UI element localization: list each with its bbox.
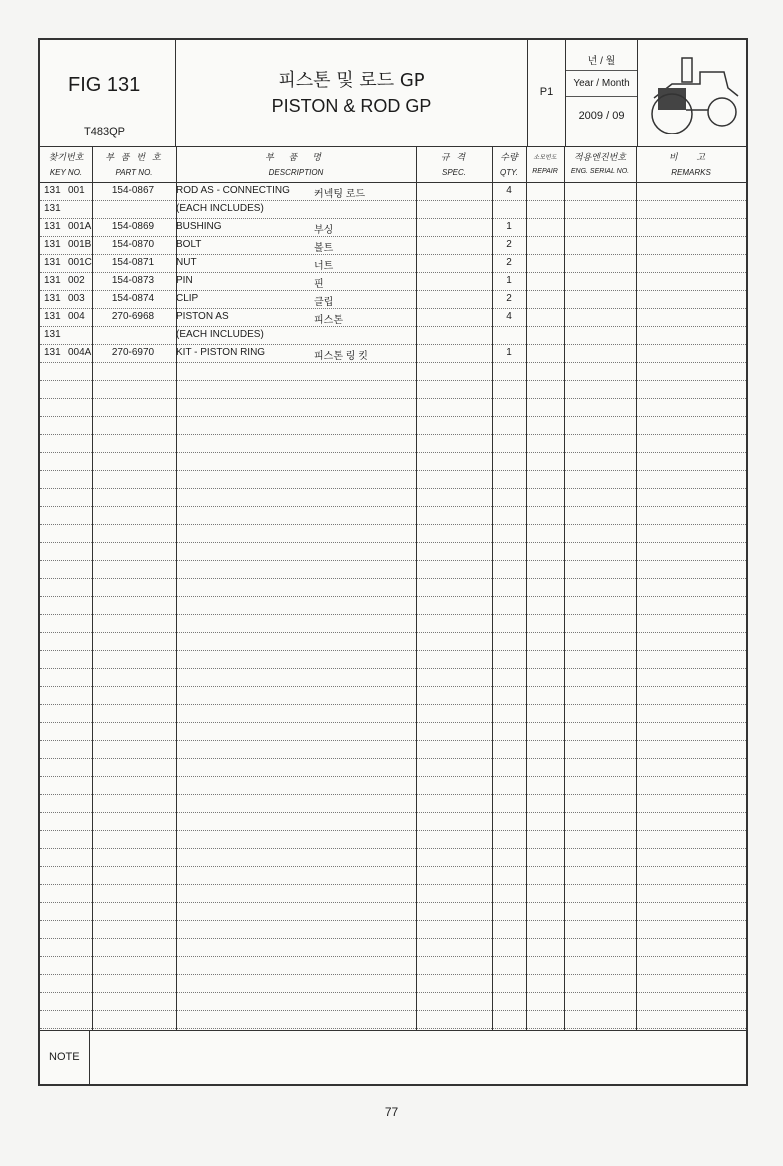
part-number-cell: 270-6970 [111,347,155,358]
table-row [40,254,746,272]
grid-line [40,686,746,687]
grid-line [40,452,746,453]
part-number-cell: 154-0874 [111,293,155,304]
page-id-cell [528,40,566,146]
table-row [40,218,746,236]
quantity-cell: 1 [506,221,512,232]
quantity-cell: 2 [506,239,512,250]
quantity-cell: 1 [506,275,512,286]
fig-number-cell: 131 [44,257,61,268]
description-korean-cell: 피스톤 [314,315,343,326]
grid-line [40,650,746,651]
grid-line [40,398,746,399]
description-korean-cell: 너트 [314,261,334,272]
key-number-cell: 001B [68,239,92,250]
table-row [40,236,746,254]
description-korean-cell: 피스톤 링 킷 [314,351,368,362]
grid-line [40,362,746,363]
grid-line [40,722,746,723]
description-cell: BOLT [176,239,202,250]
fig-number-cell: 131 [44,203,61,214]
col-remarks: 비 고 REMARKS [668,153,714,177]
quantity-cell: 1 [506,347,512,358]
key-number-cell: 001A [68,221,92,232]
year-month-english: Year / Month [573,78,630,89]
title-korean: 피스톤 및 로드 GP [278,70,425,91]
grid-line [40,416,746,417]
part-number-cell: 154-0869 [111,221,155,232]
fig-number-cell: 131 [44,239,61,250]
grid-line [40,614,746,615]
key-number-cell: 001 [68,185,85,196]
page-number: 77 [384,1105,399,1119]
table-row [40,182,746,200]
grid-line [40,668,746,669]
grid-line [40,884,746,885]
title-cell [176,40,528,146]
fig-number: FIG 131 [68,74,141,96]
grid-line [40,812,746,813]
fig-cell [40,40,176,146]
page-id: P1 [539,86,554,98]
grid-line [40,776,746,777]
description-cell: CLIP [176,293,199,304]
description-korean-cell: 클립 [314,297,334,308]
table-row [40,200,746,218]
part-number-cell: 154-0871 [111,257,155,268]
fig-number-cell: 131 [44,275,61,286]
grid-line [40,830,746,831]
grid-line [40,920,746,921]
table-row [40,272,746,290]
grid-line [40,632,746,633]
description-cell: (EACH INCLUDES) [176,329,264,340]
description-cell: ROD AS - CONNECTING [176,185,290,196]
description-korean-cell: 커넥팅 로드 [314,189,366,200]
date-cell [566,40,638,146]
note-section [40,1030,746,1085]
key-number-cell: 004 [68,311,85,322]
grid-line [40,596,746,597]
fig-number-cell: 131 [44,185,61,196]
tractor-cell [638,40,746,146]
description-korean-cell: 부싱 [314,225,334,236]
grid-line [40,794,746,795]
grid-line [40,902,746,903]
note-label-cell [40,1031,90,1085]
col-repair: 소모빈도 REPAIR [532,154,558,175]
grid-line [40,506,746,507]
grid-line [40,488,746,489]
part-number-cell: 154-0870 [111,239,155,250]
description-cell: BUSHING [176,221,222,232]
col-serial: 적용엔진번호 ENG. SERIAL NO. [570,153,630,175]
year-month-korean: 년 / 월 [587,56,616,67]
tractor-icon [642,54,742,134]
description-cell: PIN [176,275,193,286]
table-row [40,326,746,344]
grid-line [40,1010,746,1011]
table-row [40,344,746,362]
grid-line [40,848,746,849]
description-cell: PISTON AS [176,311,229,322]
note-label: NOTE [49,1051,80,1063]
grid-line [40,956,746,957]
grid-line [40,1028,746,1029]
column-header-row [40,146,746,183]
fig-number-cell: 131 [44,221,61,232]
table-row [40,308,746,326]
description-cell: KIT - PISTON RING [176,347,266,358]
grid-line [40,704,746,705]
fig-number-cell: 131 [44,293,61,304]
key-number-cell: 004A [68,347,92,358]
part-number-cell: 270-6968 [111,311,155,322]
grid-line [40,434,746,435]
grid-line [40,992,746,993]
key-number-cell: 001C [68,257,92,268]
table-row [40,290,746,308]
grid-line [40,974,746,975]
grid-line [40,740,746,741]
parts-sheet [38,38,748,1086]
part-number-cell: 154-0873 [111,275,155,286]
col-qty: 수량 QTY. [500,153,518,177]
col-spec: 규 격 SPEC. [440,153,468,177]
grid-line [40,542,746,543]
description-korean-cell: 핀 [314,279,324,290]
quantity-cell: 2 [506,293,512,304]
quantity-cell: 4 [506,311,512,322]
fig-number-cell: 131 [44,329,61,340]
part-number-cell: 154-0867 [111,185,155,196]
title-english: PISTON & ROD GP [271,96,432,116]
grid-line [40,866,746,867]
fig-number-cell: 131 [44,347,61,358]
description-cell: NUT [176,257,197,268]
issue-date: 2009 / 09 [578,110,625,122]
col-part: 부 품 번 호 PART NO. [105,153,163,177]
description-cell: (EACH INCLUDES) [176,203,264,214]
grid-line [40,524,746,525]
model-code: T483QP [84,126,125,138]
key-number-cell: 002 [68,275,85,286]
grid-line [40,470,746,471]
description-korean-cell: 볼트 [314,243,334,254]
grid-line [40,578,746,579]
grid-line [40,758,746,759]
col-description: 부 품 명 DESCRIPTION [265,153,327,177]
quantity-cell: 2 [506,257,512,268]
sheet-header [40,40,746,147]
key-number-cell: 003 [68,293,85,304]
col-key: 찾기번호 KEY NO. [48,153,84,177]
quantity-cell: 4 [506,185,512,196]
grid-line [40,380,746,381]
fig-number-cell: 131 [44,311,61,322]
grid-line [40,560,746,561]
grid-line [40,938,746,939]
